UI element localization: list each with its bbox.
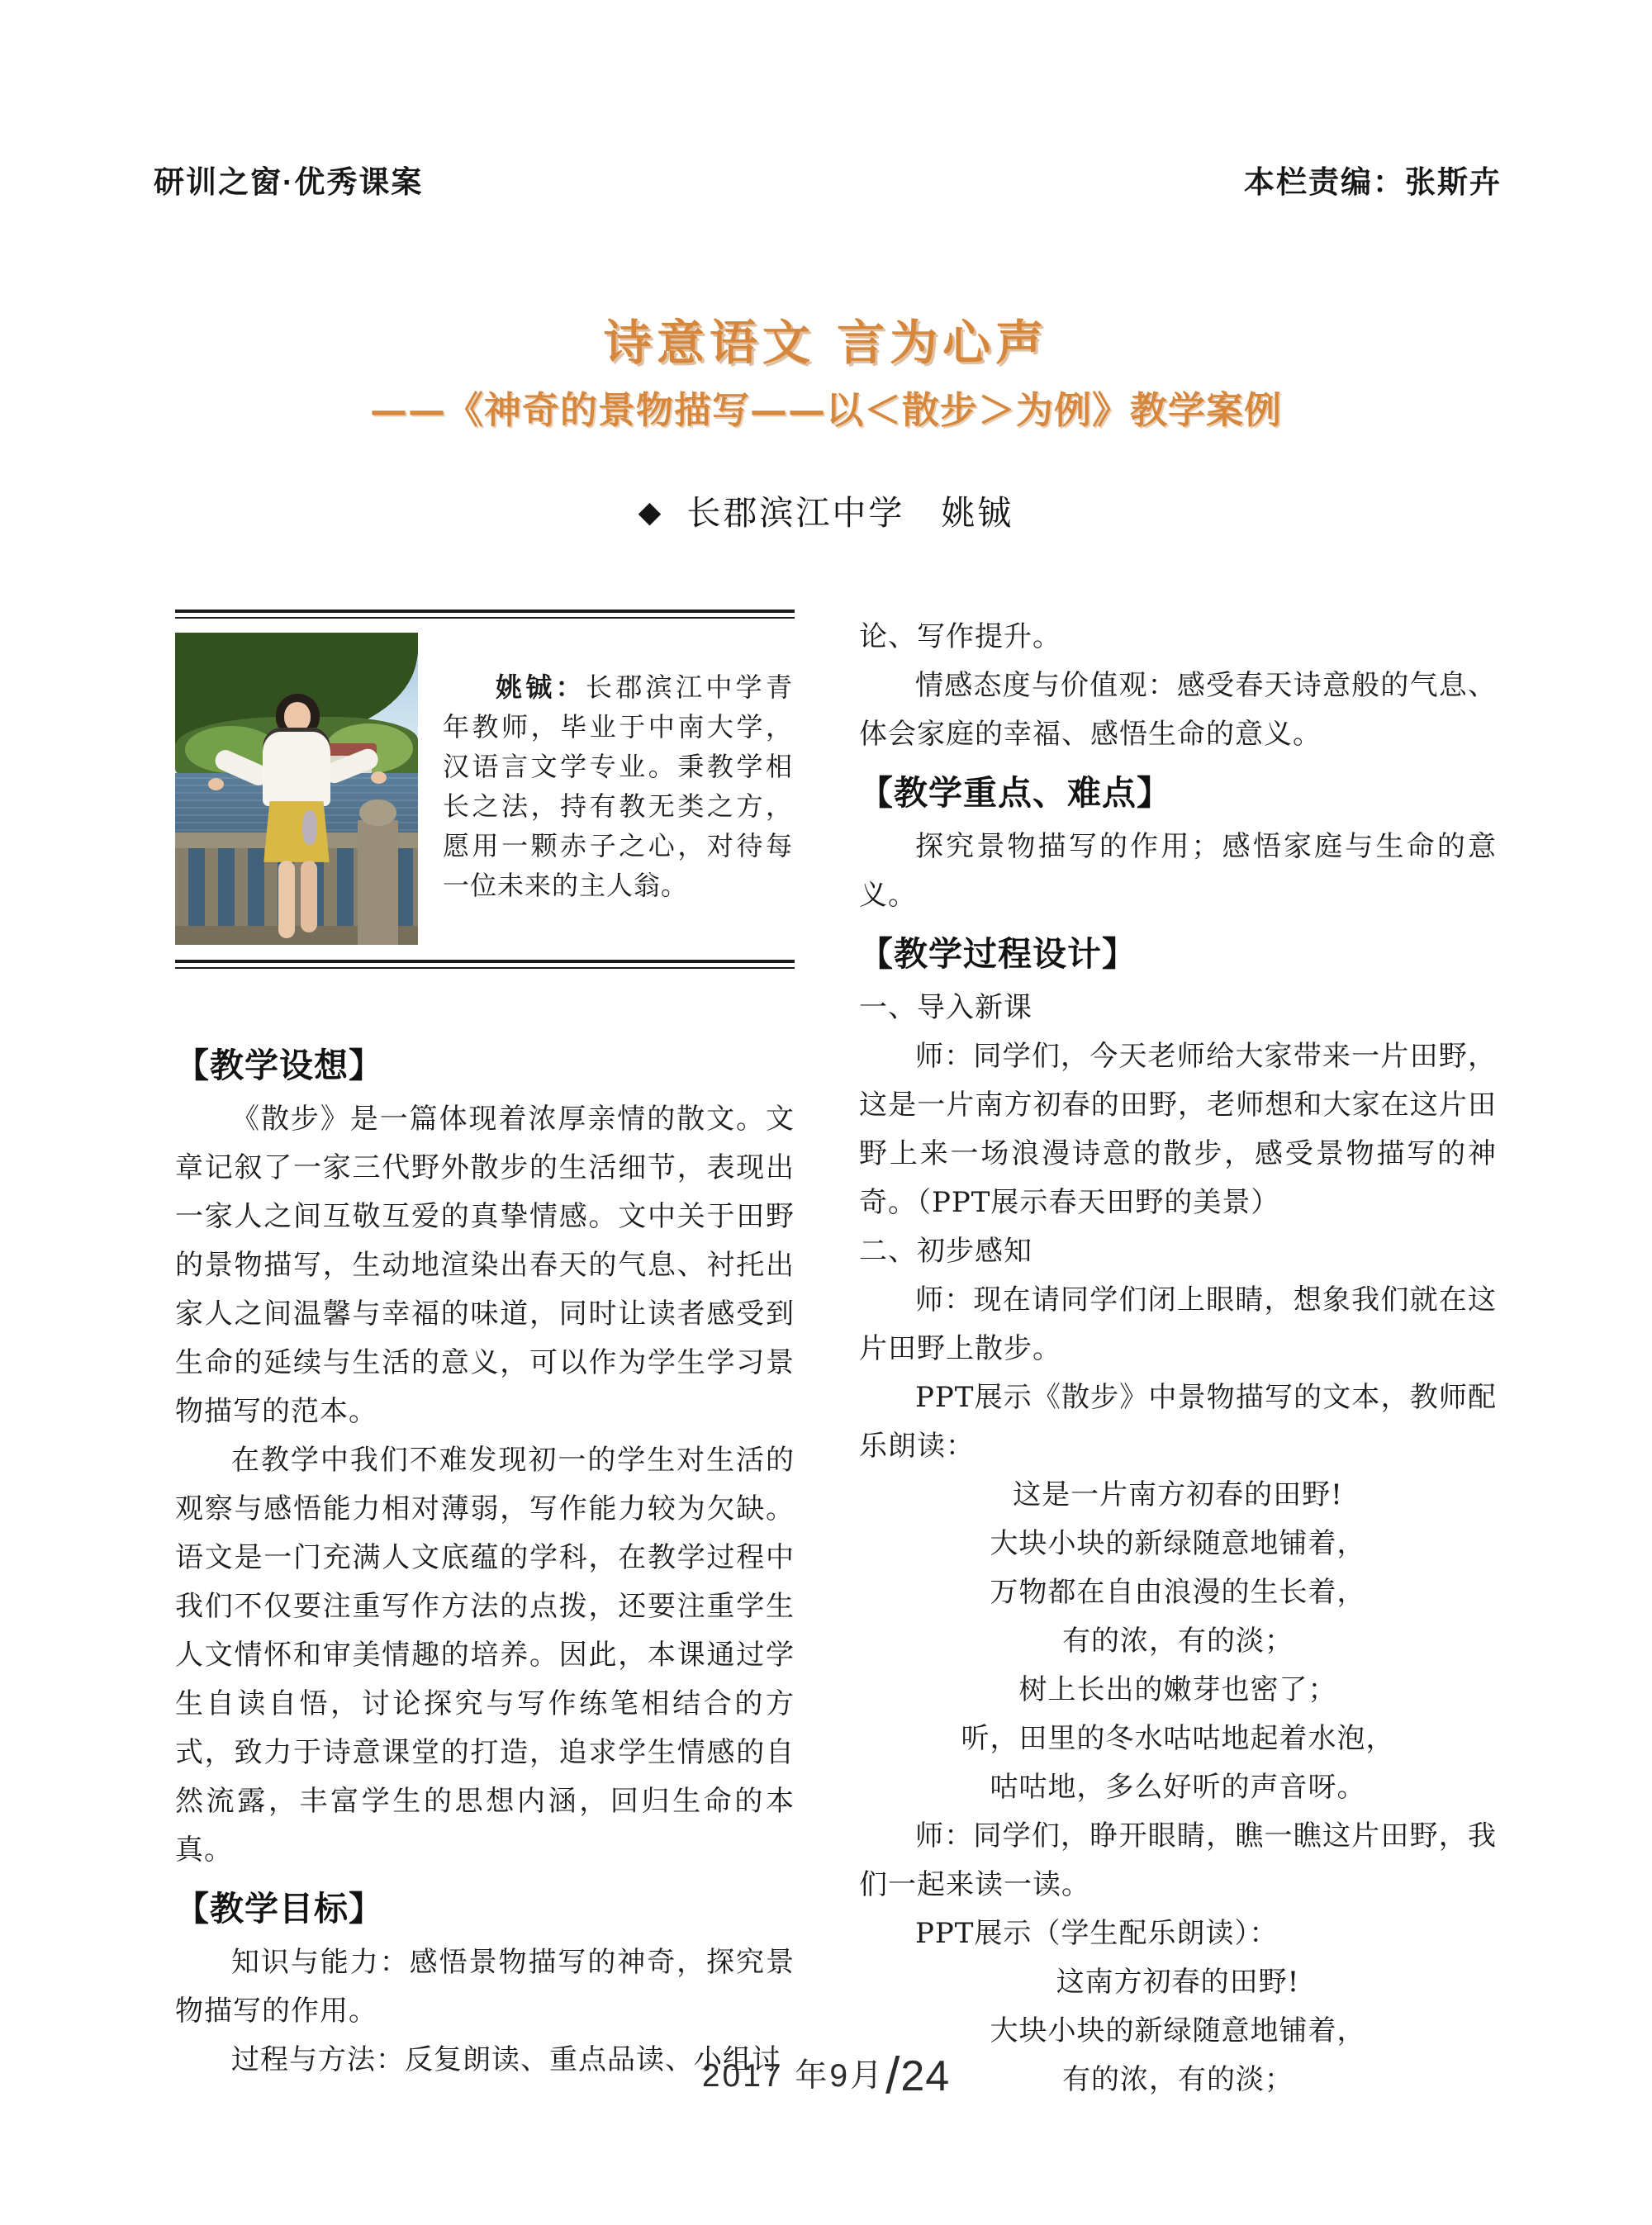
paragraph: 过程与方法：反复朗读、重点品读、小组讨 bbox=[231, 2043, 781, 2076]
photo-person-skirt bbox=[263, 801, 329, 862]
poem-line: 咕咕地，多么好听的声音呀。 bbox=[990, 1771, 1366, 1804]
photo-person-leg-right bbox=[301, 861, 317, 932]
photo-person-torso bbox=[263, 728, 330, 806]
author-bio bbox=[418, 633, 795, 945]
poem-line: 这是一片南方初春的田野! bbox=[1013, 1478, 1343, 1511]
author-line bbox=[0, 486, 1652, 534]
paragraph: PPT展示（学生配乐朗读）： bbox=[915, 1917, 1279, 1950]
poem-line: 有的浓，有的淡； bbox=[1062, 1625, 1294, 1658]
paragraph: 师：同学们，今天老师给大家带来一片田野，这是一片南方初春的田野，老师想和大家在这片田野上来一场浪漫诗意的散步，感受景物描写的神奇。（PPT展示春天田野的美景） bbox=[859, 1040, 1497, 1219]
photo-person-leg-left bbox=[278, 861, 295, 939]
bio-paragraph bbox=[443, 667, 793, 905]
paragraph: 论、写作提升。 bbox=[859, 620, 1061, 653]
footer-page-number: 24 bbox=[900, 2052, 951, 2100]
section-heading-key-points: 【教学重点、难点】 bbox=[859, 774, 1171, 812]
poem-line: 这南方初春的田野! bbox=[1056, 1966, 1300, 1999]
right-column bbox=[859, 613, 1497, 2104]
paragraph: 知识与能力：感悟景物描写的神奇，探究景物描写的作用。 bbox=[175, 1946, 795, 2028]
author-name: 长郡滨江中学 姚铖 bbox=[686, 493, 1014, 533]
author-profile-block bbox=[175, 633, 795, 945]
paragraph: 师：现在请同学们闭上眼睛，想象我们就在这片田野上散步。 bbox=[859, 1283, 1497, 1365]
paragraph: 《散步》是一篇体现着浓厚亲情的散文。文章记叙了一家三代野外散步的生活细节，表现出一家人之间互敬互爱的真挚情感。文中关于田野的景物描写，生动地渲染出春天的气息、衬托出家人之间温馨与幸福的味道，同时让读者感受到生命的延续与生活的意义，可以作为学生学习景物描写的范本。 bbox=[175, 1103, 795, 1428]
header-column-label: 研训之窗·优秀课案 bbox=[154, 165, 424, 199]
poem-line: 听，田里的冬水咕咕地起着水泡， bbox=[961, 1722, 1395, 1755]
photo-person-hand-left bbox=[208, 778, 224, 790]
subsection-label: 一、导入新课 bbox=[859, 991, 1032, 1024]
article-title: 诗意语文 言为心声 bbox=[603, 315, 1049, 371]
bio-text: 长郡滨江中学青年教师，毕业于中南大学，汉语言文学专业。秉教学相长之法，持有教无类之方，愿用一颗赤子之心，对待每一位未来的主人翁。 bbox=[443, 671, 793, 901]
article-subtitle: ——《神奇的景物描写——以＜散步＞为例》教学案例 bbox=[369, 388, 1282, 432]
section-heading-teaching-idea: 【教学设想】 bbox=[175, 1046, 383, 1084]
section-heading-teaching-goals: 【教学目标】 bbox=[175, 1890, 383, 1928]
page-footer bbox=[0, 2047, 1652, 2105]
paragraph: 在教学中我们不难发现初一的学生对生活的观察与感悟能力相对薄弱，写作能力较为欠缺。语文是一门充满人文底蕴的学科，在教学过程中我们不仅要注重写作方法的点拨，还要注重学生人文情怀和审美情趣的培养。因此，本课通过学生自读自悟，讨论探究与写作练笔相结合的方式，致力于诗意课堂的打造，追求学生情感的自然流露，丰富学生的思想内涵，回归生命的本真。 bbox=[175, 1444, 795, 1867]
photo-person-hand-right bbox=[371, 771, 387, 784]
poem-line: 大块小块的新绿随意地铺着， bbox=[990, 1527, 1366, 1560]
page-header bbox=[154, 157, 1502, 202]
left-column bbox=[175, 610, 795, 2085]
photo-skirt-charm bbox=[302, 810, 317, 845]
footer-date: 2017 年9月 bbox=[701, 2058, 885, 2094]
teacher-photo bbox=[175, 633, 418, 945]
subsection-label: 二、初步感知 bbox=[859, 1235, 1032, 1268]
paragraph: 情感态度与价值观：感受春天诗意般的气息、体会家庭的幸福、感悟生命的意义。 bbox=[859, 669, 1497, 751]
paragraph: PPT展示《散步》中景物描写的文本，教师配乐朗读： bbox=[859, 1381, 1497, 1463]
paragraph: 师：同学们，睁开眼睛，瞧一瞧这片田野，我们一起来读一读。 bbox=[859, 1819, 1497, 1901]
diamond-icon: ◆ bbox=[638, 496, 664, 529]
photo-railing-post bbox=[358, 820, 399, 945]
poem-line: 万物都在自由浪漫的生长着， bbox=[990, 1576, 1366, 1609]
poem-line: 有的浓，有的淡； bbox=[1062, 2063, 1294, 2096]
photo-railing-post-cap bbox=[359, 799, 396, 826]
footer-slash: / bbox=[885, 2047, 900, 2104]
section-heading-process-design: 【教学过程设计】 bbox=[859, 935, 1137, 973]
poem-line: 树上长出的嫩芽也密了； bbox=[1018, 1673, 1337, 1706]
paragraph: 探究景物描写的作用；感悟家庭与生命的意义。 bbox=[859, 830, 1497, 912]
poem-line: 大块小块的新绿随意地铺着， bbox=[990, 2014, 1366, 2047]
bio-name-label: 姚铖： bbox=[496, 672, 586, 702]
profile-bottom-rule bbox=[175, 960, 795, 969]
header-editor-label: 本栏责编：张斯卉 bbox=[1244, 165, 1502, 199]
top-rule bbox=[175, 610, 795, 619]
